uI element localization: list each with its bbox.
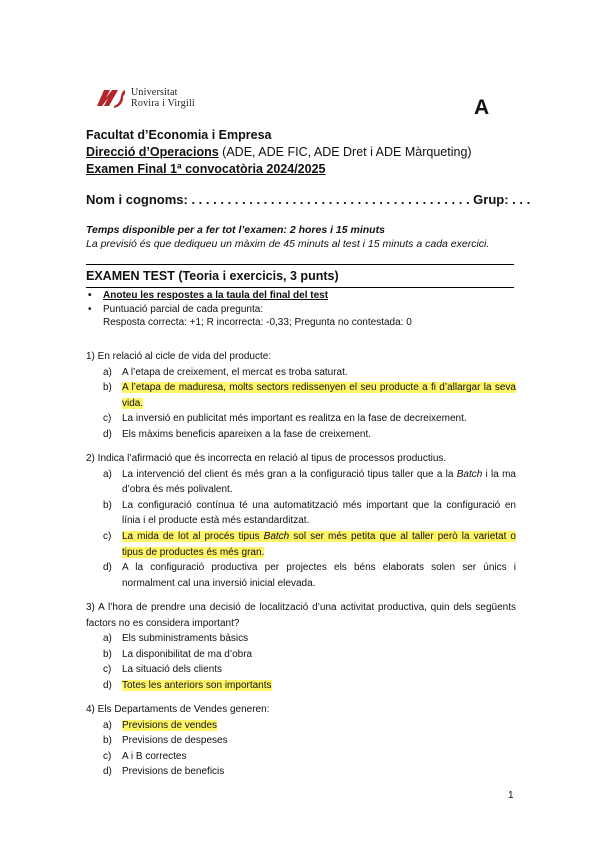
option-c: c) La situació dels clients [103,664,223,676]
instructions [86,289,412,330]
scoring-detail: Resposta correcta: +1; R incorrecta: -0,33; Pregunta no contestada: 0 [103,317,412,328]
time-note: La previsió és que dediqueu un màxim de 45 minuts al test i 15 minuts a cada exercici. [86,238,490,250]
option-c: c) La inversió en publicitat més important es realitza en la fase de decreixement. [103,413,467,425]
question-text: 3) A l’hora de prendre una decisió de localització d’una activitat productiva, quin dels següents factors no es considera important? [86,602,516,629]
faculty-title: Facultat d’Economia i Empresa [86,128,272,142]
page-number: 1 [508,790,514,801]
university-logo [94,86,195,110]
option-a: a) La intervenció del client és més gran a la configuració tipus taller que a la Batch i la ma d’obra és més polivalent. [103,468,516,496]
urv-logo-mark-icon [94,86,126,110]
divider-top [86,264,514,265]
exam-version: A [474,96,490,119]
question-text: 2) Indica l’afirmació que és incorrecta en relació al tipus de processos productius. [86,453,447,464]
question-2 [86,451,516,591]
university-line2: Rovira i Virgili [131,98,195,109]
degrees: (ADE, ADE FIC, ADE Dret i ADE Màrqueting) [222,145,472,159]
option-d: d) Els màxims beneficis apareixen a la fase de creixement. [103,428,372,440]
instruction-scoring: • Puntuació parcial de cada pregunta: [86,303,412,317]
option-b-highlighted: b) A l’etapa de maduresa, molts sectors redissenyen el seu producte a fi d’allargar la seva vida. [103,382,516,409]
department-name: Direcció d’Operacions [86,145,219,159]
divider-bottom [86,287,514,288]
option-b: b) La configuració contínua té una automatització més important que la configuració en línia i el producte està més estandarditzat. [103,499,516,527]
option-a-highlighted: a) Previsions de vendes [103,719,218,731]
option-c-highlighted: c) La mida de lot al procés tipus Batch sol ser més petita que al taller però la varietat o tipus de productes és més gran. [103,530,516,558]
option-c: c) A i B correctes [103,750,187,762]
name-group-line: Nom i cognoms: . . . . . . . . . . . . . . . . . . . . . . . . . . . . . . . . . . . . . . . Grup: . . . [86,192,531,207]
university-name [131,87,195,109]
department-line [86,145,472,159]
option-b: b) Previsions de despeses [103,735,228,747]
question-4 [86,702,516,780]
question-text: 1) En relació al cicle de vida del producte: [86,351,272,362]
time-available: Temps disponible per a fer tot l’examen: 2 hores i 15 minuts [86,224,385,236]
option-d: d) Previsions de beneficis [103,766,225,778]
option-a: a) A l’etapa de creixement, el mercat es troba saturat. [103,366,348,378]
option-d-highlighted: d) Totes les anteriors son importants [103,679,272,691]
option-d: d) A la configuració productiva per projectes els béns elaborats solen ser únics i normalment cal una inversió inicial elevada. [103,562,516,589]
question-text: 4) Els Departaments de Vendes generen: [86,704,270,715]
question-3 [86,600,516,694]
option-a: a) Els subministraments bàsics [103,633,249,645]
instruction-answers: • Anoteu les respostes a la taula del final del test [86,289,412,303]
university-line1: Universitat [131,87,178,98]
exam-title: Examen Final 1ª convocatòria 2024/2025 [86,162,326,176]
option-b: b) La disponibilitat de ma d’obra [103,648,253,660]
test-section-title: EXAMEN TEST (Teoria i exercicis, 3 punts) [86,269,339,283]
question-1 [86,349,516,443]
